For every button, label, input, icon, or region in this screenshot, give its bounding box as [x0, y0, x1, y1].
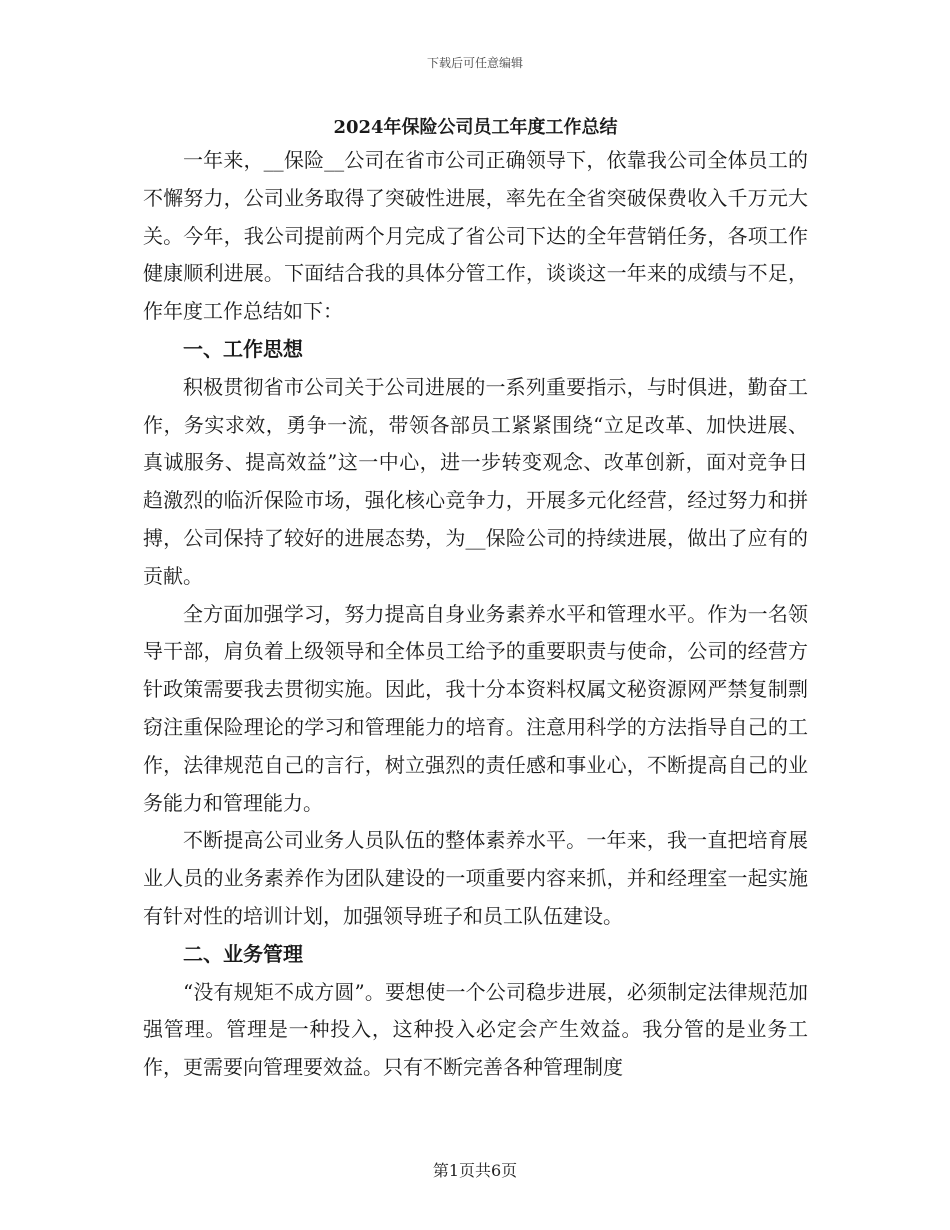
paragraph: 不断提高公司业务人员队伍的整体素养水平。一年来，我一直把培育展业人员的业务素养作为团队建设的一项重要内容来抓，并和经理室一起实施有针对性的培训计划，加强领导班子和员工队伍建设。	[143, 828, 808, 928]
page-footer: 第1页共6页	[432, 1161, 518, 1180]
paragraph: 一年来，__保险__公司在省市公司正确领导下，依靠我公司全体员工的不懈努力，公司业务取得了突破性进展，率先在全省突破保费收入千万元大关。今年，我公司提前两个月完成了省公司下达的全年营销任务，各项工作健康顺利进展。下面结合我的具体分管工作，谈谈这一年来的成绩与不足，作年度工作总结如下：	[143, 148, 808, 324]
section-heading: 二、业务管理	[183, 941, 303, 966]
page-header: 下载后可任意编辑	[426, 56, 523, 70]
paragraph: “没有规矩不成方圆”。要想使一个公司稳步进展，必须制定法律规范加强管理。管理是一种投入，这种投入必定会产生效益。我分管的是业务工作，更需要向管理要效益。只有不断完善各种管理制度	[143, 979, 808, 1080]
paragraph: 积极贯彻省市公司关于公司进展的一系列重要指示，与时俱进，勤奋工作，务实求效，勇争一流，带领各部员工紧紧围绕“立足改革、加快进展、真诚服务、提高效益”这一中心，进一步转变观念、改革创新，面对竞争日趋激烈的临沂保险市场，强化核心竞争力，开展多元化经营，经过努力和拼搏，公司保持了较好的进展态势，为__保险公司的持续进展，做出了应有的贡献。	[143, 374, 808, 588]
document-title: 2024年保险公司员工年度工作总结	[333, 117, 618, 138]
document-body	[143, 114, 808, 1087]
paragraph: 全方面加强学习，努力提高自身业务素养水平和管理水平。作为一名领导干部，肩负着上级领导和全体员工给予的重要职责与使命，公司的经营方针政策需要我去贯彻实施。因此，我十分本资料权属文秘资源网严禁复制剽窃注重保险理论的学习和管理能力的培育。注意用科学的方法指导自己的工作，法律规范自己的言行，树立强烈的责任感和事业心，不断提高自己的业务能力和管理能力。	[143, 601, 808, 815]
section-heading: 一、工作思想	[183, 336, 303, 361]
